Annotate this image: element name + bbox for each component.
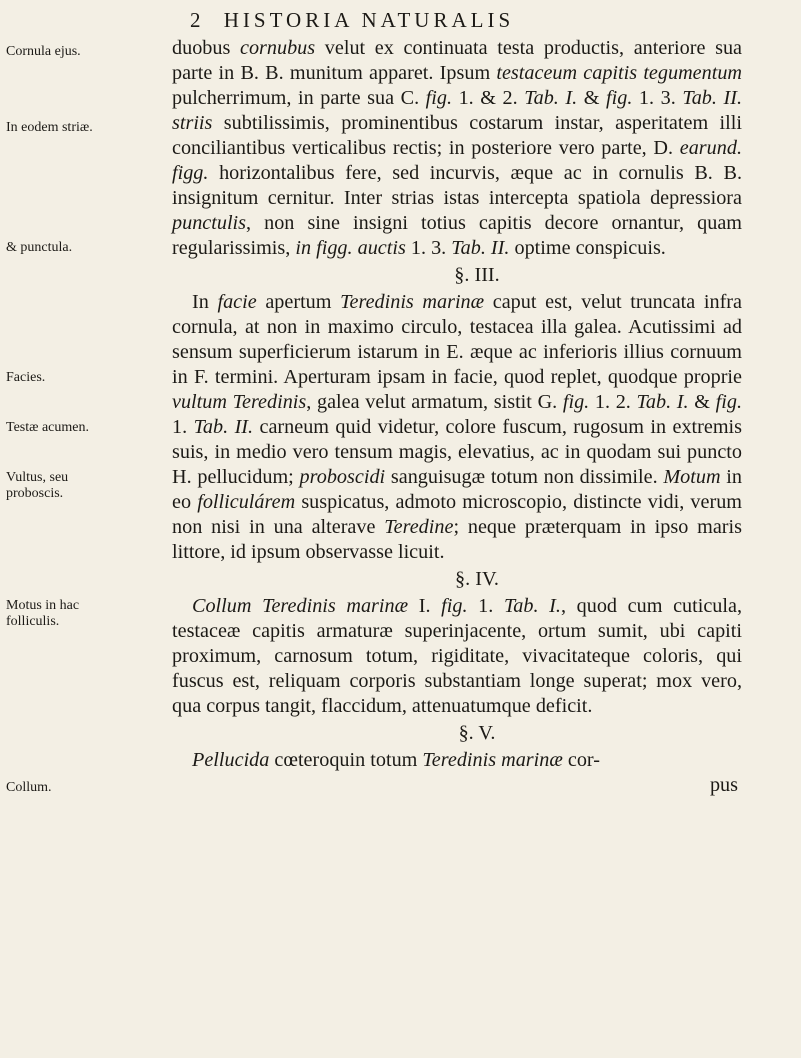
margin-note-puncta: & punctula. <box>6 240 73 255</box>
paragraph-collum: Collum Teredinis marinæ I. fig. 1. Tab. I., quod cum cuticula, testaceæ capitis armaturæ superinjacente, ortum sumit, ubi capiti proximum, carnosum totum, rigiditate, vivacitateque coloris, qui fuscus est, reliquam corporis substantiam longe superat; mox vero, qua corpus tangit, flaccidum, attenuatumque deficit. <box>172 595 743 717</box>
section-heading-3: §. III. <box>454 264 500 286</box>
margin-note-facies: Facies. <box>6 370 46 385</box>
margin-note-motus: Motus in hac folliculis. <box>6 598 80 629</box>
catchword: pus <box>709 774 738 796</box>
margin-note-cornula: Cornula ejus. <box>6 44 81 59</box>
paragraph-cornula: duobus cornubus velut ex continuata testa productis, anteriore sua parte in B. B. munitum apparet. Ipsum testaceum capitis tegumentum pulcherrimum, in parte sua C. fig. 1. & 2. Tab. I. & fig. 1. 3. Tab. II. striis subtilissimis, prominentibus costarum instar, asperitatem illi conciliantibus verticalibus rectis; in posteriore vero parte, D. earund. figg. horizontalibus fere, sed incurvis, æque ac in cornulis B. B. insignitum cernitur. Inter strias istas intercepta spatiola depressiora punctulis, non sine insigni totius capitis decore ornantur, quam regularissimis, in figg. auctis 1. 3. Tab. II. optime conspicuis. <box>172 37 743 259</box>
page-number: 2 <box>190 8 205 32</box>
section-heading-5: §. V. <box>458 722 496 744</box>
paragraph-pellucida: Pellucida cœteroquin totum Teredinis marinæ cor- <box>192 749 600 771</box>
section-heading-4: §. IV. <box>455 568 499 590</box>
body-text <box>172 36 742 798</box>
paragraph-facies: In facie apertum Teredinis marinæ caput est, velut truncata infra cornula, at non in maximo circulo, testacea illa galea. Acutissimi ad sensum superficierum istarum in E. æque ac inferioris illius cornuum in F. termini. Aperturam ipsam in facie, quod replet, quodque proprie vultum Teredinis, galea velut armatum, sistit G. fig. 1. 2. Tab. I. & fig. 1. Tab. II. carneum quid videtur, colore fuscum, rugosum in extremis suis, in medio vero tensum magis, elevatius, ac in quodam sui puncto H. pellucidum; proboscidi sanguisugæ totum non dissimile. Motum in eo folliculárem suspicatus, admoto microscopio, distincte vidi, verum non nisi in una alterave Teredine; neque præterquam in ipso maris littore, id ipsum observasse licuit. <box>172 291 742 563</box>
margin-note-stria: In eodem striæ. <box>6 120 93 135</box>
running-header <box>190 8 690 33</box>
margin-note-testae: Testæ acumen. <box>6 420 89 435</box>
running-title: HISTORIA NATURALIS <box>223 8 515 32</box>
margin-note-vultus: Vultus, seu proboscis. <box>6 470 69 501</box>
margin-note-collum: Collum. <box>6 780 52 795</box>
